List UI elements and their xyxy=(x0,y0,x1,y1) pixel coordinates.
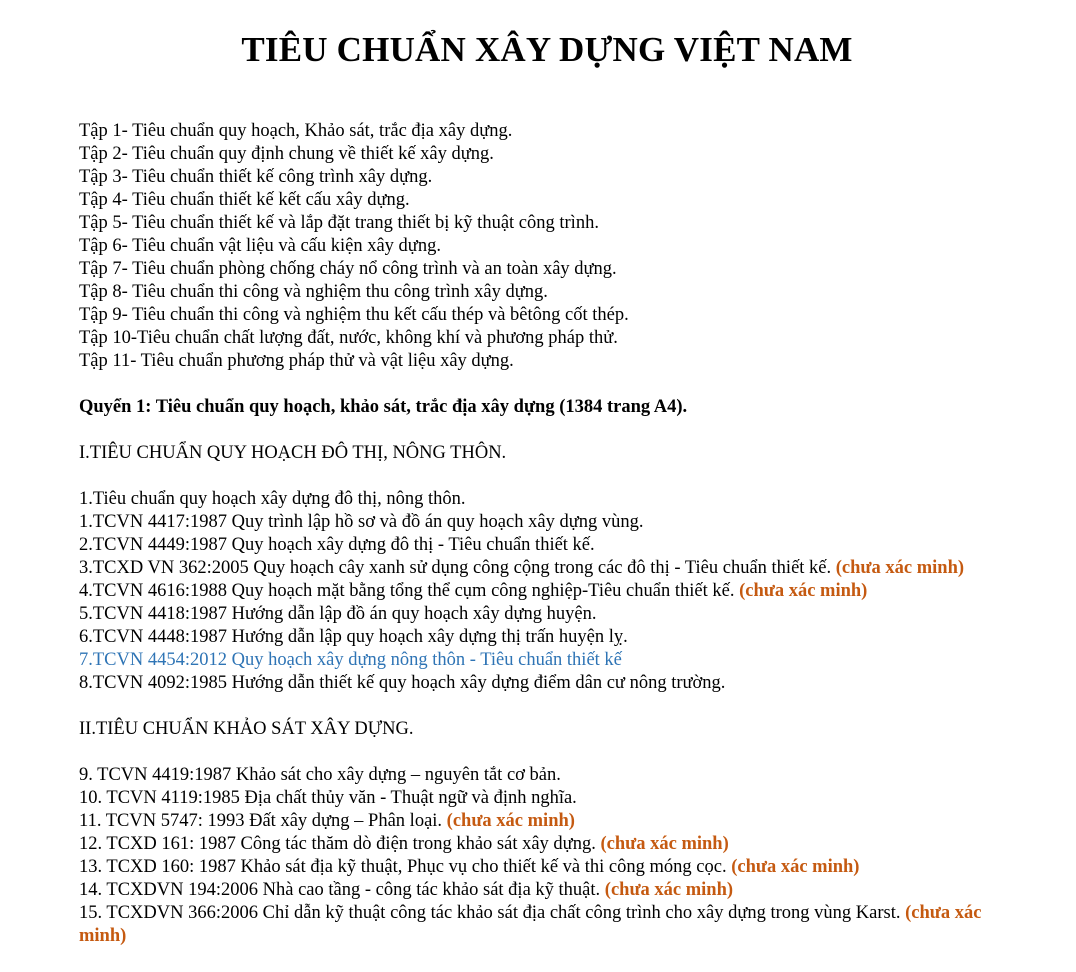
spacer xyxy=(79,419,999,442)
spacer xyxy=(79,465,999,488)
standard-item xyxy=(79,649,999,672)
page-title: TIÊU CHUẨN XÂY DỰNG VIỆT NAM xyxy=(241,30,853,69)
standard-item xyxy=(79,856,999,879)
standard-text: 11. TCVN 5747: 1993 Đất xây dựng – Phân loại. xyxy=(79,811,447,831)
standard-item xyxy=(79,626,999,649)
standard-item xyxy=(79,833,999,856)
standard-item xyxy=(79,787,999,810)
volume-item: Tập 6- Tiêu chuẩn vật liệu và cấu kiện xây dựng. xyxy=(79,236,441,256)
standard-list-planning xyxy=(79,511,999,695)
standard-text: 1.TCVN 4417:1987 Quy trình lập hồ sơ và đồ án quy hoạch xây dựng vùng. xyxy=(79,512,644,532)
standard-text: 4.TCVN 4616:1988 Quy hoạch mặt bằng tổng thể cụm công nghiệp-Tiêu chuẩn thiết kế. xyxy=(79,581,740,601)
standard-text: 3.TCXD VN 362:2005 Quy hoạch cây xanh sử dụng công cộng trong các đô thị - Tiêu chuẩn thiết kế. xyxy=(79,558,836,578)
standard-text: 2.TCVN 4449:1987 Quy hoạch xây dựng đô thị - Tiêu chuẩn thiết kế. xyxy=(79,535,595,555)
volume-item: Tập 9- Tiêu chuẩn thi công và nghiệm thu kết cấu thép và bêtông cốt thép. xyxy=(79,305,629,325)
standard-link[interactable]: 7.TCVN 4454:2012 Quy hoạch xây dựng nông thôn - Tiêu chuẩn thiết kế xyxy=(79,650,622,670)
standard-item xyxy=(79,603,999,626)
section-heading-survey: II.TIÊU CHUẨN KHẢO SÁT XÂY DỰNG. xyxy=(79,719,414,739)
unverified-tag: (chưa xác minh) xyxy=(600,834,729,854)
section-subheading: 1.Tiêu chuẩn quy hoạch xây dựng đô thị, nông thôn. xyxy=(79,489,466,509)
volume-item: Tập 8- Tiêu chuẩn thi công và nghiệm thu công trình xây dựng. xyxy=(79,282,548,302)
standard-item xyxy=(79,672,999,695)
standard-item xyxy=(79,902,999,948)
standard-text: 14. TCXDVN 194:2006 Nhà cao tầng - công tác khảo sát địa kỹ thuật. xyxy=(79,880,605,900)
standard-item xyxy=(79,557,999,580)
volume-item: Tập 11- Tiêu chuẩn phương pháp thử và vật liệu xây dựng. xyxy=(79,351,514,371)
volume-item: Tập 10-Tiêu chuẩn chất lượng đất, nước, không khí và phương pháp thử. xyxy=(79,328,618,348)
standard-text: 10. TCVN 4119:1985 Địa chất thủy văn - Thuật ngữ và định nghĩa. xyxy=(79,788,577,808)
standard-text: 6.TCVN 4448:1987 Hướng dẫn lập quy hoạch xây dựng thị trấn huyện lỵ. xyxy=(79,627,628,647)
standard-item xyxy=(79,810,999,833)
volume-item: Tập 4- Tiêu chuẩn thiết kế kết cấu xây dựng. xyxy=(79,190,410,210)
spacer xyxy=(79,373,999,396)
section-heading-planning: I.TIÊU CHUẨN QUY HOẠCH ĐÔ THỊ, NÔNG THÔN. xyxy=(79,443,507,463)
unverified-tag: (chưa xác minh) xyxy=(79,903,982,946)
volume-item: Tập 1- Tiêu chuẩn quy hoạch, Khảo sát, trắc địa xây dựng. xyxy=(79,121,513,141)
standard-item xyxy=(79,580,999,603)
standard-item xyxy=(79,879,999,902)
standard-text: 8.TCVN 4092:1985 Hướng dẫn thiết kế quy hoạch xây dựng điểm dân cư nông trường. xyxy=(79,673,726,693)
document-content xyxy=(79,120,999,948)
volume-item: Tập 5- Tiêu chuẩn thiết kế và lắp đặt trang thiết bị kỹ thuật công trình. xyxy=(79,213,599,233)
unverified-tag: (chưa xác minh) xyxy=(835,558,965,578)
volume-item: Tập 3- Tiêu chuẩn thiết kế công trình xây dựng. xyxy=(79,167,433,187)
standard-item xyxy=(79,534,999,557)
spacer xyxy=(79,741,999,764)
standard-list-survey xyxy=(79,764,999,948)
volume-list xyxy=(79,120,999,373)
standard-text: 13. TCXD 160: 1987 Khảo sát địa kỹ thuật, Phục vụ cho thiết kế và thi công móng cọc. xyxy=(79,857,732,877)
standard-item xyxy=(79,511,999,534)
standard-text: 9. TCVN 4419:1987 Khảo sát cho xây dựng – nguyên tắt cơ bản. xyxy=(79,765,561,785)
unverified-tag: (chưa xác minh) xyxy=(604,880,734,900)
standard-item xyxy=(79,764,999,787)
standard-text: 5.TCVN 4418:1987 Hướng dẫn lập đồ án quy hoạch xây dựng huyện. xyxy=(79,604,597,624)
standard-text: 15. TCXDVN 366:2006 Chỉ dẫn kỹ thuật công tác khảo sát địa chất công trình cho xây dựng trong vùng Karst. xyxy=(79,903,906,923)
unverified-tag: (chưa xác minh) xyxy=(739,581,868,601)
volume-item: Tập 2- Tiêu chuẩn quy định chung về thiết kế xây dựng. xyxy=(79,144,494,164)
spacer xyxy=(79,695,999,718)
volume-item: Tập 7- Tiêu chuẩn phòng chống cháy nổ công trình và an toàn xây dựng. xyxy=(79,259,617,279)
standard-text: 12. TCXD 161: 1987 Công tác thăm dò điện trong khảo sát xây dựng. xyxy=(79,834,601,854)
unverified-tag: (chưa xác minh) xyxy=(731,857,860,877)
book-heading: Quyển 1: Tiêu chuẩn quy hoạch, khảo sát, trắc địa xây dựng (1384 trang A4). xyxy=(79,397,688,417)
unverified-tag: (chưa xác minh) xyxy=(446,811,575,831)
